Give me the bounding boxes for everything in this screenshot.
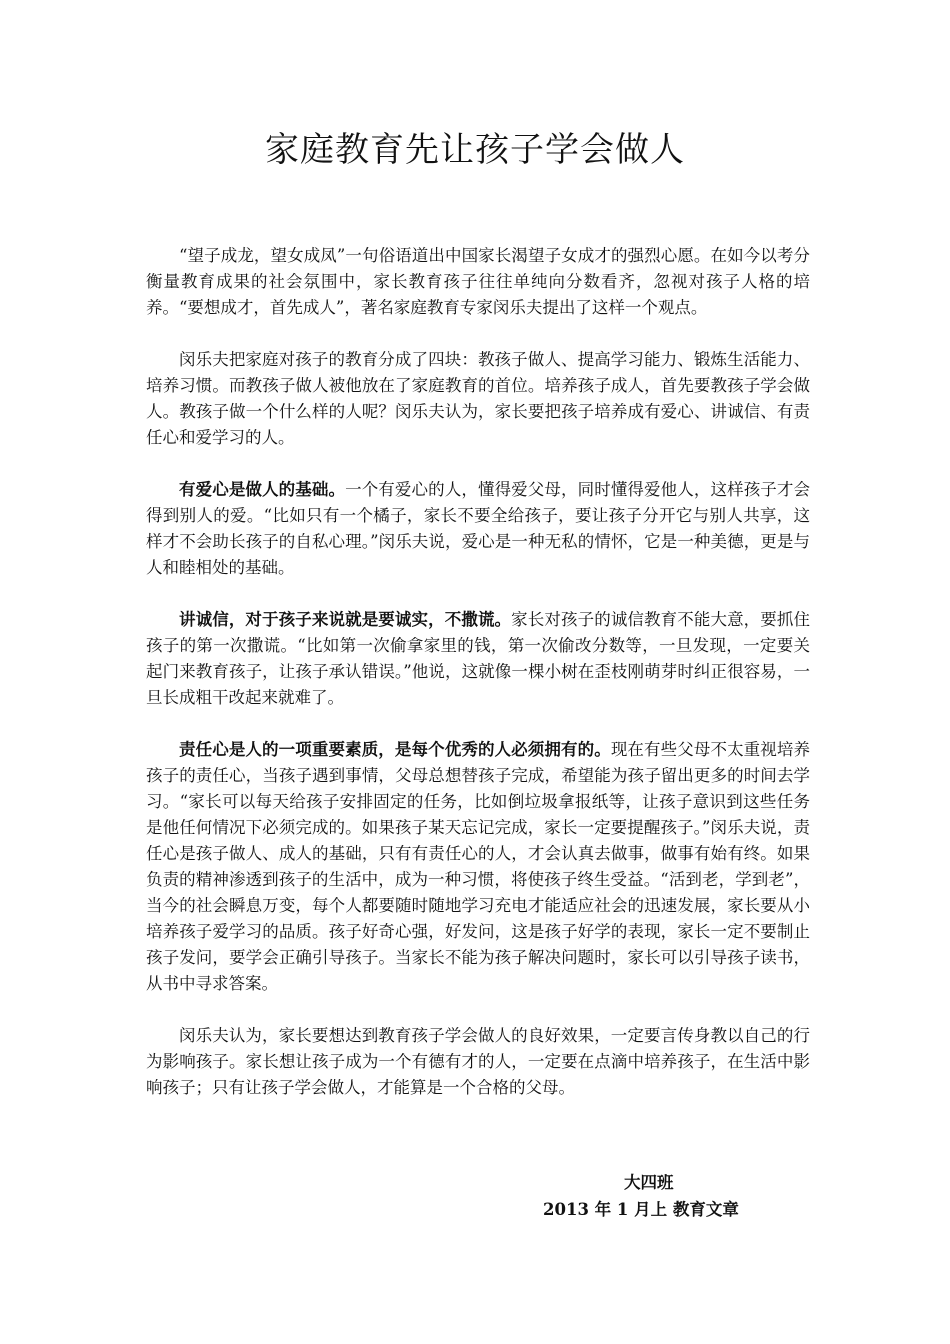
paragraph-conclusion [146, 1023, 810, 1101]
paragraph-text: “望子成龙，望女成凤”一句俗语道出中国家长渴望子女成才的强烈心愿。在如今以考分衡量教育成果的社会氛围中，家长教育孩子往往单纯向分数看齐，忽视对孩子人格的培养。“要想成才，首先成人”，著名家庭教育专家闵乐夫提出了这样一个观点。 [146, 246, 810, 317]
signature-class: 大四班 [624, 1173, 674, 1192]
signature-date: 2013 年 1 月上 教育文章 [543, 1200, 739, 1219]
paragraph-intro [146, 243, 810, 321]
paragraph-text: 现在有些父母不太重视培养孩子的责任心，当孩子遇到事情，父母总想替孩子完成，希望能为孩子留出更多的时间去学习。“家长可以每天给孩子安排固定的任务，比如倒垃圾拿报纸等，让孩子意识到这些任务是他任何情况下必须完成的。如果孩子某天忘记完成，家长一定要提醒孩子。”闵乐夫说，责任心是孩子做人、成人的基础，只有有责任心的人，才会认真去做事，做事有始有终。如果负责的精神渗透到孩子的生活中，成为一种习惯，将使孩子终生受益。“活到老，学到老”，当今的社会瞬息万变，每个人都要随时随地学习充电才能适应社会的迅速发展，家长要从小培养孩子爱学习的品质。孩子好奇心强，好发问，这是孩子好学的表现，家长一定不要制止孩子发问，要学会正确引导孩子。当家长不能为孩子解决问题时，家长可以引导孩子读书，从书中寻求答案。 [146, 740, 811, 993]
paragraph-lead-bold: 责任心是人的一项重要素质，是每个优秀的人必须拥有的。 [179, 740, 611, 759]
paragraph-text: 一个有爱心的人，懂得爱父母，同时懂得爱他人，这样孩子才会得到别人的爱。“比如只有一个橘子，家长不要全给孩子，要让孩子分开它与别人共享，这样才不会助长孩子的自私心理。”闵乐夫说，爱心是一种无私的情怀，它是一种美德，更是与人和睦相处的基础。 [146, 480, 811, 577]
paragraph-honesty [146, 607, 810, 711]
paragraph-love [146, 477, 810, 581]
document-title: 家庭教育先让孩子学会做人 [265, 130, 685, 170]
paragraph-text: 闵乐夫把家庭对孩子的教育分成了四块：教孩子做人、提高学习能力、锻炼生活能力、培养习惯。而教孩子做人被他放在了家庭教育的首位。培养孩子成人，首先要教孩子学会做人。教孩子做一个什么样的人呢？闵乐夫认为，家长要把孩子培养成有爱心、讲诚信、有责任心和爱学习的人。 [146, 350, 810, 447]
paragraph-responsibility [146, 737, 810, 997]
paragraph-text: 闵乐夫认为，家长要想达到教育孩子学会做人的良好效果，一定要言传身教以自己的行为影响孩子。家长想让孩子成为一个有德有才的人，一定要在点滴中培养孩子，在生活中影响孩子；只有让孩子学会做人，才能算是一个合格的父母。 [146, 1026, 810, 1097]
paragraph-lead-bold: 有爱心是做人的基础。 [179, 480, 346, 499]
paragraph-lead-bold: 讲诚信，对于孩子来说就是要诚实，不撒谎。 [179, 610, 512, 629]
paragraph-four-parts [146, 347, 810, 451]
article-body [146, 243, 810, 1127]
paragraph-text: 家长对孩子的诚信教育不能大意，要抓住孩子的第一次撒谎。“比如第一次偷拿家里的钱，第一次偷改分数等，一旦发现，一定要关起门来教育孩子，让孩子承认错误。”他说，这就像一棵小树在歪枝刚萌芽时纠正很容易，一旦长成粗干改起来就难了。 [146, 610, 811, 707]
